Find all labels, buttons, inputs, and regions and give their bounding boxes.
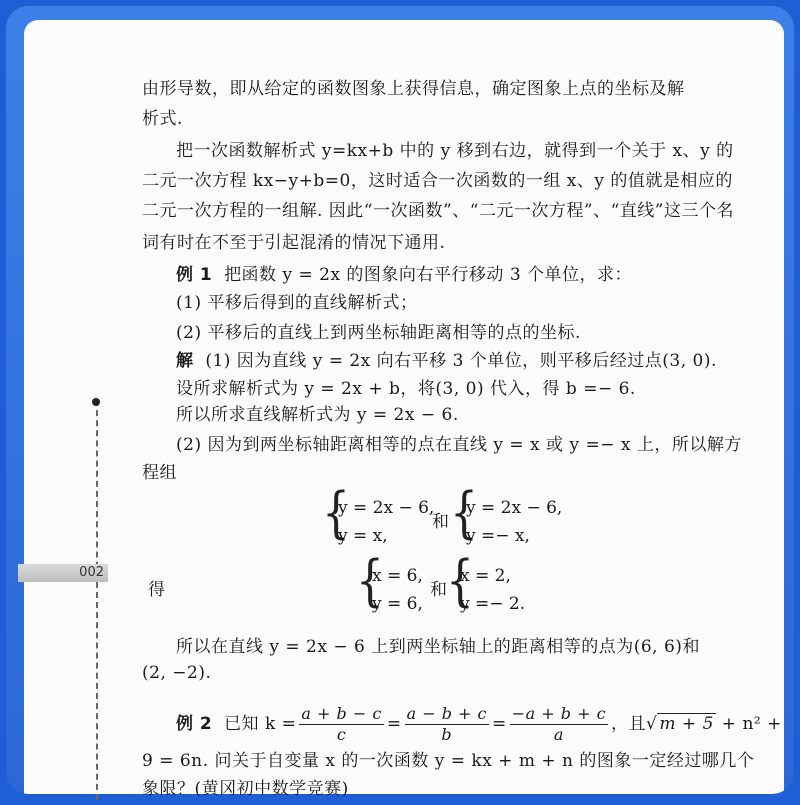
fraction-3 <box>510 704 608 745</box>
example-1-question-text: 把函数 y = 2x 的图象向右平行移动 3 个单位，求： <box>224 265 633 285</box>
system-1-eq-2: y = x, <box>338 526 388 546</box>
example-1-label: 例 1 <box>176 265 213 285</box>
and-2: 和 <box>430 580 447 600</box>
sqrt-content: m + 5 <box>659 714 714 734</box>
example-2-prefix: 已知 k = <box>224 714 297 734</box>
fraction-1 <box>299 704 383 745</box>
fraction-2 <box>405 704 489 745</box>
brace-result-2: { <box>446 549 474 614</box>
fraction-1-numerator: a + b − c <box>301 704 382 723</box>
margin-dashed-line <box>96 400 98 800</box>
paragraph-2-line-2: 二元一次方程 kx−y+b=0，这时适合一次函数的一组 x、y 的值就是相应的 <box>142 171 733 191</box>
margin-dot <box>92 398 100 406</box>
system-2 <box>466 494 562 550</box>
example-1-q2: (2) 平移后的直线上到两坐标轴距离相等的点的坐标. <box>176 323 581 343</box>
example-1-s5: 程组 <box>142 463 177 483</box>
and-1: 和 <box>432 512 449 532</box>
example-1-s2: 设所求解析式为 y = 2x + b，将(3, 0) 代入，得 b =− 6. <box>176 379 636 399</box>
example-2-label: 例 2 <box>176 714 213 734</box>
example-1-q1: (1) 平移后得到的直线解析式； <box>176 293 418 313</box>
paragraph-2-line-4: 词有时在不至于引起混淆的情况下通用. <box>142 233 446 253</box>
brace-result-1: { <box>356 549 384 614</box>
example-1-conclusion-1: 所以在直线 y = 2x − 6 上到两坐标轴上的距离相等的点为(6, 6)和 <box>176 637 700 657</box>
example-1-question <box>142 260 632 291</box>
result-1-eq-2: y = 6, <box>372 594 423 614</box>
fraction-1-denominator: c <box>336 725 347 744</box>
example-1-s4: (2) 因为到两坐标轴距离相等的点在直线 y = x 或 y =− x 上，所以解方 <box>176 435 742 455</box>
example-2-line-1: 例 2 已知 k = $\frac{a + b - c}{c}$ = $\frac{a - b + c}{b}$ = $\frac{-a + b + c}{a}$ ，且√ m + 5 + n² + <box>176 704 782 744</box>
result-1 <box>372 562 423 618</box>
result-1-eq-1: x = 6, <box>372 566 423 586</box>
paragraph-1-line-1: 由形导数，即从给定的函数图象上获得信息，确定图象上点的坐标及解 <box>142 79 685 99</box>
system-2-eq-1: y = 2x − 6, <box>466 498 563 518</box>
fraction-3-numerator: −a + b + c <box>511 704 607 723</box>
example-2-tail: + n² + <box>721 714 782 734</box>
example-2-mid: ，且 <box>611 714 647 734</box>
example-1-s3: 所以所求直线解析式为 y = 2x − 6. <box>176 405 459 425</box>
result-2-eq-2: y =− 2. <box>460 594 526 614</box>
get-label: 得 <box>148 580 165 600</box>
solution-label: 解 <box>176 351 194 371</box>
system-1-eq-1: y = 2x − 6, <box>338 498 435 518</box>
brace-system-1: { <box>322 481 350 546</box>
example-2-line-2: 9 = 6n. 问关于自变量 x 的一次函数 y = kx + m + n 的图象一定经过哪几个 <box>142 751 755 771</box>
system-2-eq-2: y =− x, <box>466 526 530 546</box>
fraction-2-numerator: a − b + c <box>406 704 487 723</box>
example-1-conclusion-2: (2, −2). <box>142 663 212 683</box>
result-2 <box>460 562 525 618</box>
brace-system-2: { <box>450 481 478 546</box>
result-2-eq-1: x = 2, <box>460 566 511 586</box>
example-1-s1-text: (1) 因为直线 y = 2x 向右平移 3 个单位，则平移后经过点(3, 0). <box>205 351 717 371</box>
page-number-tab: 002 <box>18 564 108 582</box>
fraction-3-denominator: a <box>553 725 564 744</box>
example-2-line-3: 象限？(黄冈初中数学竞赛) <box>142 779 349 799</box>
example-1-s1 <box>142 346 717 377</box>
paragraph-2-line-3: 二元一次方程的一组解. 因此“一次函数”、“二元一次方程”、“直线”这三个名 <box>142 201 734 221</box>
paragraph-1-line-2: 析式. <box>142 109 183 129</box>
fraction-2-denominator: b <box>441 725 453 744</box>
system-1 <box>338 494 434 550</box>
paragraph-2-line-1: 把一次函数解析式 y=kx+b 中的 y 移到右边，就得到一个关于 x、y 的 <box>176 141 734 161</box>
